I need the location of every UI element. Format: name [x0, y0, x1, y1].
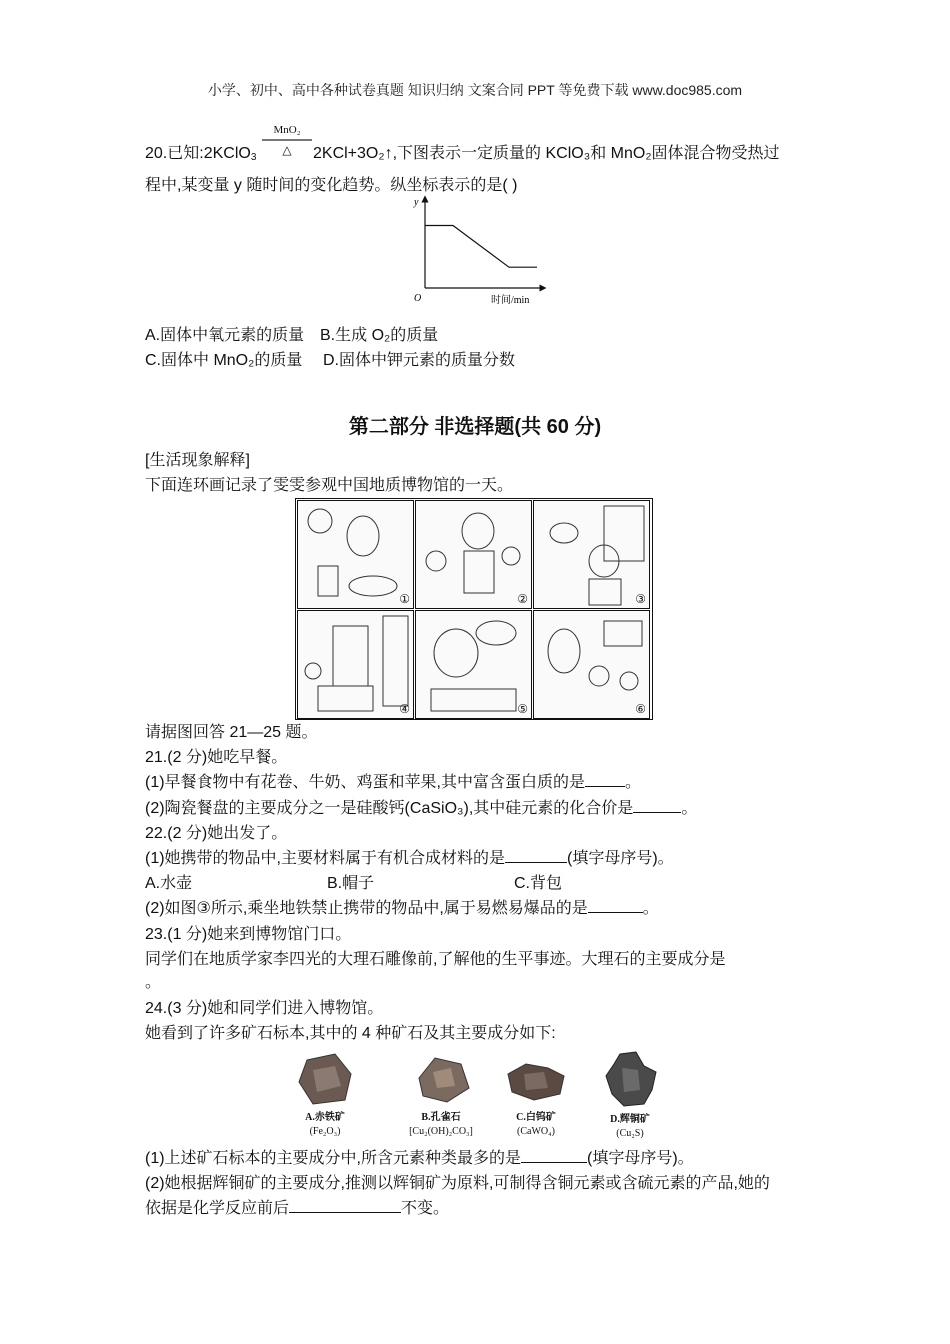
mineral-formula: [Cu₂(OH)₂CO₃] — [409, 1126, 473, 1137]
origin-label: O — [414, 293, 422, 304]
q24-head: 24.(3 分)她和同学们进入博物馆。 — [145, 1000, 384, 1017]
mineral-formula: (Cu₂S) — [616, 1128, 644, 1139]
q22-part1: (1)她携带的物品中,主要材料属于有机合成材料的是 (填字母序号)。 — [145, 850, 674, 867]
q20-option-a: A.固体中氧元素的质量 — [145, 327, 305, 344]
comic-panel-3 — [533, 500, 650, 609]
panel-number: ② — [517, 592, 528, 606]
comic-panel-1 — [297, 500, 414, 609]
comic-panel-2 — [415, 500, 532, 609]
answer-blank[interactable] — [289, 1198, 401, 1213]
mineral-name: A.赤铁矿 — [305, 1112, 345, 1123]
catalyst-label: MnO₂ — [273, 124, 301, 136]
answer-instruction: 请据图回答 21—25 题。 — [145, 724, 318, 741]
q20-line1-a: 20.已知:2KClO$_3$ — [145, 145, 257, 163]
q21-part1: (1)早餐食物中有花卷、牛奶、鸡蛋和苹果,其中富含蛋白质的是 。 — [145, 774, 642, 791]
q20-option-b: B.生成 O₂的质量 — [320, 327, 439, 344]
series-line — [425, 226, 537, 268]
heat-symbol: △ — [282, 143, 292, 157]
q23-text: 同学们在地质学家李四光的大理石雕像前,了解他的生平事迹。大理石的主要成分是 — [145, 951, 726, 968]
q20-option-d: D.固体中钾元素的质量分数 — [323, 352, 516, 369]
panel-number: ① — [399, 592, 410, 606]
mineral-c — [496, 1050, 576, 1139]
q23-text-end: 。 — [145, 974, 162, 991]
mineral-d-image — [600, 1050, 660, 1108]
q24-part3: 依据是化学反应前后 不变。 — [145, 1200, 450, 1217]
q22-option-a: A.水壶 — [145, 875, 193, 892]
mineral-name: D.辉铜矿 — [610, 1114, 650, 1125]
q21-part2: (2)陶瓷餐盘的主要成分之一是硅酸钙(CaSiO₃),其中硅元素的化合价是 。 — [145, 800, 698, 817]
section-label: [生活现象解释] — [145, 452, 250, 469]
q22-head: 22.(2 分)她出发了。 — [145, 825, 288, 842]
q24-part1: (1)上述矿石标本的主要成分中,所含元素种类最多的是 (填字母序号)。 — [145, 1150, 694, 1167]
mineral-b — [396, 1050, 486, 1139]
mineral-name: B.孔雀石 — [421, 1112, 461, 1123]
reaction-arrow — [262, 139, 312, 141]
x-axis-label: 时间/min — [491, 295, 530, 306]
comic-panel-5 — [415, 610, 532, 719]
q22-part2: (2)如图③所示,乘坐地铁禁止携带的物品中,属于易燃易爆品的是 。 — [145, 900, 659, 917]
mineral-a — [290, 1050, 360, 1139]
mineral-b-image — [411, 1050, 471, 1106]
q24-intro: 她看到了许多矿石标本,其中的 4 种矿石及其主要成分如下: — [145, 1025, 556, 1042]
q21-head: 21.(2 分)她吃早餐。 — [145, 749, 288, 766]
comic-panel-6 — [533, 610, 650, 719]
panel-number: ③ — [635, 592, 646, 606]
page-header: 小学、初中、高中各种试卷真题 知识归纳 文案合同 PPT 等免费下载 www.doc985.com — [207, 82, 743, 98]
q20-chart — [405, 193, 550, 308]
q23-head: 23.(1 分)她来到博物馆门口。 — [145, 926, 352, 943]
q24-part2: (2)她根据辉铜矿的主要成分,推测以辉铜矿为原料,可制得含铜元素或含硫元素的产品,她的 — [145, 1175, 770, 1192]
part2-intro: 下面连环画记录了雯雯参观中国地质博物馆的一天。 — [145, 477, 514, 494]
panel-number: ⑤ — [517, 702, 528, 716]
panel-number: ⑥ — [635, 702, 646, 716]
mineral-a-image — [295, 1050, 355, 1106]
panel-number: ④ — [399, 702, 410, 716]
q20-line2: 程中,某变量 y 随时间的变化趋势。纵坐标表示的是( ) — [145, 177, 518, 194]
y-axis-label: y — [414, 197, 419, 208]
mineral-formula: (Fe₂O₃) — [309, 1126, 341, 1137]
part2-title: 第二部分 非选择题(共 60 分) — [348, 416, 602, 438]
comic-strip — [295, 498, 653, 720]
mineral-name: C.白钨矿 — [516, 1112, 556, 1123]
q22-option-c: C.背包 — [514, 875, 563, 892]
mineral-c-image — [504, 1050, 568, 1106]
comic-panel-4 — [297, 610, 414, 719]
q20-line1-b: 2KCl+3O₂↑,下图表示一定质量的 KClO₃和 MnO₂固体混合物受热过 — [313, 145, 780, 162]
q22-option-b: B.帽子 — [327, 875, 375, 892]
answer-blank[interactable] — [585, 772, 625, 787]
mineral-formula: (CaWO₄) — [517, 1126, 555, 1137]
mineral-d — [590, 1050, 670, 1141]
answer-blank[interactable] — [588, 898, 643, 913]
answer-blank[interactable] — [505, 848, 567, 863]
answer-blank[interactable] — [633, 798, 681, 813]
q20-option-c: C.固体中 MnO₂的质量 — [145, 352, 303, 369]
answer-blank[interactable] — [521, 1148, 587, 1163]
